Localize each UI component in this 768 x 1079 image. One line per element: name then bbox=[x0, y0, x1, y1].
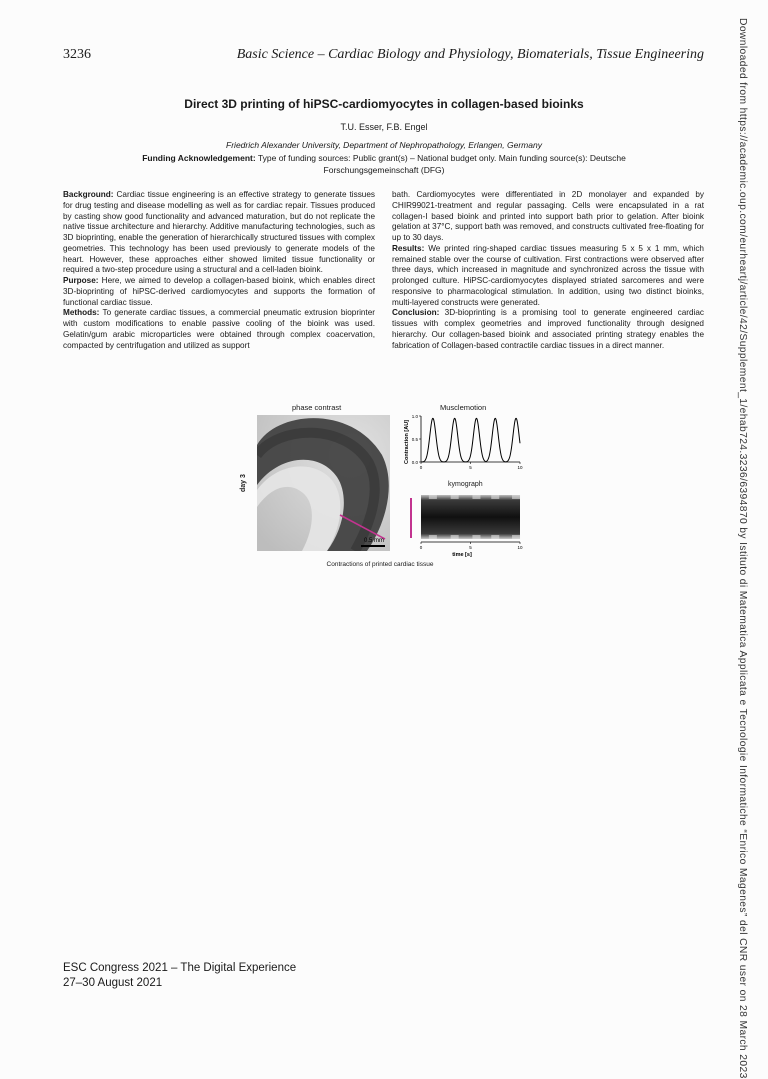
kymograph-chart bbox=[400, 490, 530, 560]
background-label: Background: bbox=[63, 190, 114, 199]
kymograph-pulse bbox=[491, 535, 499, 539]
left-column bbox=[63, 190, 375, 351]
kymograph-pulse bbox=[512, 495, 520, 499]
methods-continued: bath. Cardiomyocytes were differentiated in 2D monolayer and expanded by CHIR99021-treatment and regular passaging. Cells were encapsulated in a rat collagen-I based bioink and printed into support bath prior to gelation. After bioink gelation at 37°C, support bath was removed, and constructs cultivated free-floating for up to 30 days. bbox=[392, 190, 704, 242]
results-paragraph bbox=[392, 244, 704, 309]
kymograph-xtick-label: 0 bbox=[419, 545, 423, 550]
phase-contrast-image bbox=[257, 415, 390, 551]
methods-paragraph bbox=[63, 308, 375, 351]
background-paragraph bbox=[63, 190, 375, 276]
methods-text-left: To generate cardiac tissues, a commercial pneumatic extrusion bioprinter with custom modifications to enable passive cooling of the bioink was used. Gelatin/gum arabic microparticles were obtained through complex coacervation, compacted by centrifugation and utilized as support bbox=[63, 308, 375, 350]
kymograph-title: kymograph bbox=[448, 481, 483, 488]
affiliation: Friedrich Alexander University, Department of Nephropathology, Erlangen, Germany bbox=[226, 140, 542, 150]
kymograph-pulse bbox=[429, 535, 437, 539]
kymograph-pulse bbox=[429, 495, 437, 499]
kymograph-xtick-label: 10 bbox=[517, 545, 523, 550]
conclusion-paragraph bbox=[392, 308, 704, 351]
kymograph-pulse bbox=[472, 535, 480, 539]
figure-caption: Contractions of printed cardiac tissue bbox=[326, 561, 434, 568]
page-number: 3236 bbox=[63, 47, 91, 62]
background-text: Cardiac tissue engineering is an effective strategy to generate tissues for drug testing and disease modelling as well as for cardiac repair. Tissues produced by casting show good functionality and advanced maturation, but do not replicate the native tissue architecture and hierarchy. Additive manufacturing technologies, such as 3D bioprinting, enable the generation of hierarchically structured tissues with complex geometries. This technology has been used previously to generate models of the heart. However, these approaches either showed limited tissue functionality or required a two-step procedure using a structural and a cell-laden bioink. bbox=[63, 190, 375, 275]
article-title: Direct 3D printing of hiPSC-cardiomyocytes in collagen-based bioinks bbox=[184, 97, 584, 111]
figure bbox=[230, 400, 530, 572]
kymograph-pulse bbox=[451, 495, 459, 499]
musclemotion-chart bbox=[400, 412, 530, 484]
musclemotion-xtick-label: 10 bbox=[517, 465, 523, 470]
purpose-paragraph bbox=[63, 276, 375, 308]
musclemotion-xtick-label: 0 bbox=[419, 465, 423, 470]
day-label: day 3 bbox=[240, 474, 247, 492]
kymograph-image bbox=[421, 495, 520, 539]
download-note: Downloaded from https://academic.oup.com/eurheartj/article/42/Supplement_1/ehab724.3236/6394870 by Istituto di Matematica Applicata e Tecnologie Informatiche “Enrico Magenes” del CNR user on 28 March 2023 bbox=[737, 18, 748, 1079]
authors: T.U. Esser, F.B. Engel bbox=[340, 122, 428, 132]
musclemotion-xtick-label: 5 bbox=[469, 465, 472, 470]
photo-title: phase contrast bbox=[292, 403, 342, 412]
kymograph-pulse bbox=[451, 535, 459, 539]
right-column bbox=[392, 190, 704, 351]
scale-bar-label: 0.5 mm bbox=[364, 538, 385, 544]
phase-contrast-drawing bbox=[257, 415, 390, 551]
running-head: Basic Science – Cardiac Biology and Physiology, Biomaterials, Tissue Engineering bbox=[236, 47, 704, 62]
musclemotion-ytick-label: 0.0 bbox=[411, 459, 418, 465]
kymograph-pulse bbox=[491, 495, 499, 499]
kymograph-xtick-label: 5 bbox=[469, 545, 472, 550]
purpose-text: Here, we aimed to develop a collagen-based bioink, which enables direct 3D-bioprinting of hiPSC-derived cardiomyocytes and supports the formation of functional cardiac tissue. bbox=[63, 276, 375, 307]
funding-label: Funding Acknowledgement: bbox=[142, 153, 256, 163]
musclemotion-ylabel: Contraction [AU] bbox=[404, 420, 410, 464]
footer-dates: 27–30 August 2021 bbox=[63, 977, 163, 989]
purpose-label: Purpose: bbox=[63, 276, 99, 285]
kymograph-xlabel: time [s] bbox=[452, 552, 472, 558]
musclemotion-ytick-label: 0.5 bbox=[411, 436, 418, 442]
results-text: We printed ring-shaped cardiac tissues measuring 5 x 5 x 1 mm, which remained stable over the course of cultivation. First contractions were observed after three days, which increased in magnitude and synchronized across the tissue with prolonged culture. HiPSC-cardiomyocytes displayed striated sarcomeres and were responsive to pharmacological stimulation. In addition, using two distinct bioinks, multi-layered constructs were generated. bbox=[392, 243, 704, 307]
conclusion-label: Conclusion: bbox=[392, 308, 440, 318]
funding-text: Type of funding sources: Public grant(s) – National budget only. Main funding source(s): Deutsche Forschungsgemeinschaft (DFG) bbox=[257, 153, 626, 175]
musclemotion-series-line bbox=[421, 418, 520, 462]
kymograph-pulse bbox=[512, 535, 520, 539]
results-label: Results: bbox=[392, 243, 425, 253]
methods-label: Methods: bbox=[63, 308, 100, 318]
conclusion-text: 3D-bioprinting is a promising tool to generate engineered cardiac tissues with complex geometries and improved functionality through designed hierarchy. Our collagen-based bioink and associated printing strategy enables the fabrication of Collagen-based contractile cardiac tissues in a direct manner. bbox=[392, 308, 704, 350]
funding-acknowledgement bbox=[100, 152, 668, 176]
footer-event: ESC Congress 2021 – The Digital Experience bbox=[63, 962, 297, 974]
musclemotion-title: Musclemotion bbox=[440, 403, 487, 412]
kymograph-pulse bbox=[472, 495, 480, 499]
musclemotion-ytick-label: 1.0 bbox=[411, 413, 418, 419]
